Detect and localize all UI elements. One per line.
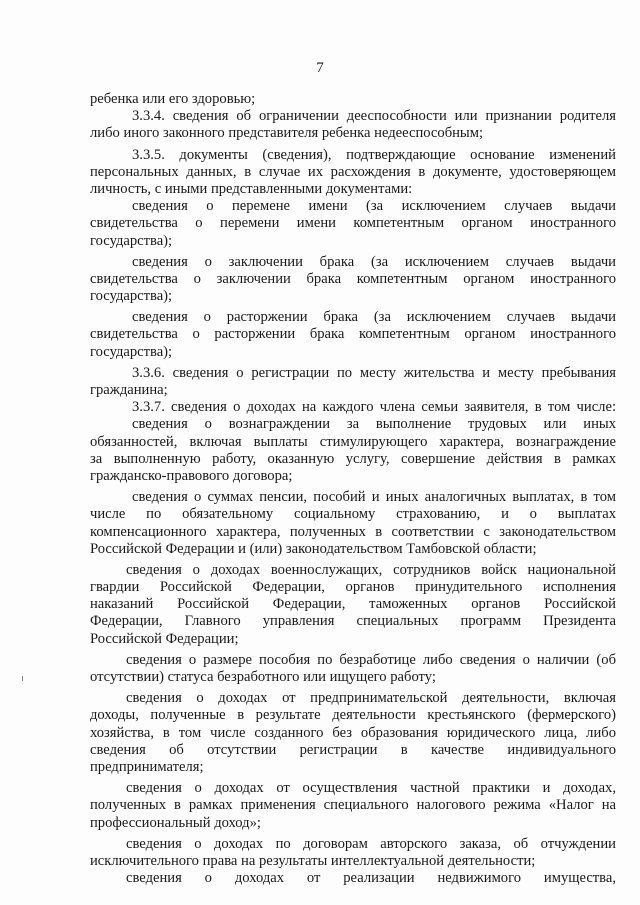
text-line: ребенка или его здоровью; <box>90 91 256 107</box>
text-line: числе по обязательному социальному страхованию, и о выплатах <box>90 506 616 523</box>
text-line: компенсационного характера, полученных в соответствии с законодательством <box>90 523 616 540</box>
text-line: 3.3.5. документы (сведения), подтверждающие основание изменений <box>132 146 616 163</box>
text-line: сведения о перемене имени (за исключением случаев выдачи <box>132 198 616 215</box>
text-line: государства); <box>90 288 173 305</box>
text-line: сведения о суммах пенсии, пособий и иных аналогичных выплатах, в том <box>132 489 616 506</box>
text-line: сведения о доходах по договорам авторского заказа, об отчуждении <box>126 835 616 852</box>
text-line: 3.3.7. сведения о доходах на каждого члена семьи заявителя, в том числе: <box>132 399 616 416</box>
text-line: свидетельства о расторжении брака компетентным органом иностранного <box>90 326 616 343</box>
text-line: сведения о вознаграждении за выполнение трудовых или иных <box>132 416 616 433</box>
text-line: сведения о размере пособия по безработице либо сведения о наличии (об <box>126 651 616 668</box>
text-line: Российской Федерации; <box>90 630 239 647</box>
text-line: либо иного законного представителя ребенка недееспособным; <box>90 125 484 142</box>
text-line: сведения о заключении брака (за исключением случаев выдачи <box>132 253 616 270</box>
text-line: персональных данных, в случае их расхождения в документе, удостоверяющем <box>90 163 616 180</box>
text-line: хозяйства, в том числе созданного без образования юридического лица, либо <box>90 724 616 741</box>
text-line: профессиональный доход»; <box>90 814 261 831</box>
text-line: Российской Федерации и (или) законодательством Тамбовской области; <box>90 540 537 557</box>
text-line: сведения о доходах от реализации недвижимого имущества, <box>126 870 616 887</box>
text-line: предпринимателя; <box>90 758 204 775</box>
text-line: обязанностей, включая выплаты стимулирующего характера, вознаграждение <box>90 433 616 450</box>
text-line: гражданско-правового договора; <box>90 467 293 484</box>
text-line: гвардии Российской Федерации, органов принудительного исполнения <box>90 579 616 596</box>
text-line: гражданина; <box>90 382 168 398</box>
text-line: государства); <box>90 343 173 360</box>
text-line: сведения о доходах от осуществления частной практики и доходах, <box>126 780 616 797</box>
text-line: сведения об отсутствии регистрации в качестве индивидуального <box>90 741 616 758</box>
text-line: доходы, полученные в результате деятельности крестьянского (фермерского) <box>90 707 616 724</box>
text-line: государства); <box>90 232 173 249</box>
page-number: 7 <box>316 60 324 76</box>
document-body <box>90 91 616 887</box>
text-line: отсутствии) статуса безработного или ищущего работу; <box>90 669 436 685</box>
text-line: наказаний Российской Федерации, таможенных органов Российской <box>90 596 616 613</box>
text-line: полученных в рамках применения специального налогового режима «Налог на <box>90 797 616 814</box>
text-line: свидетельства о перемени имени компетентным органом иностранного <box>90 215 616 232</box>
margin-mark <box>22 676 23 681</box>
text-line: сведения о доходах от предпринимательской деятельности, включая <box>126 690 616 707</box>
text-line: Федерации, Главного управления специальных программ Президента <box>90 613 616 630</box>
text-line: сведения о доходах военнослужащих, сотрудников войск национальной <box>126 561 616 578</box>
text-line: свидетельства о заключении брака компетентным органом иностранного <box>90 270 616 287</box>
text-line: исключительного права на результаты интеллектуальной деятельности; <box>90 852 536 869</box>
text-line: 3.3.6. сведения о регистрации по месту жительства и месту пребывания <box>132 364 616 381</box>
text-line: за выполненную работу, оказанную услугу, совершение действия в рамках <box>90 450 616 467</box>
text-line: сведения о расторжении брака (за исключением случаев выдачи <box>132 309 616 326</box>
text-line: 3.3.4. сведения об ограничении дееспособности или признании родителя <box>132 108 616 125</box>
text-line: личность, с иными представленными документами: <box>90 180 413 197</box>
